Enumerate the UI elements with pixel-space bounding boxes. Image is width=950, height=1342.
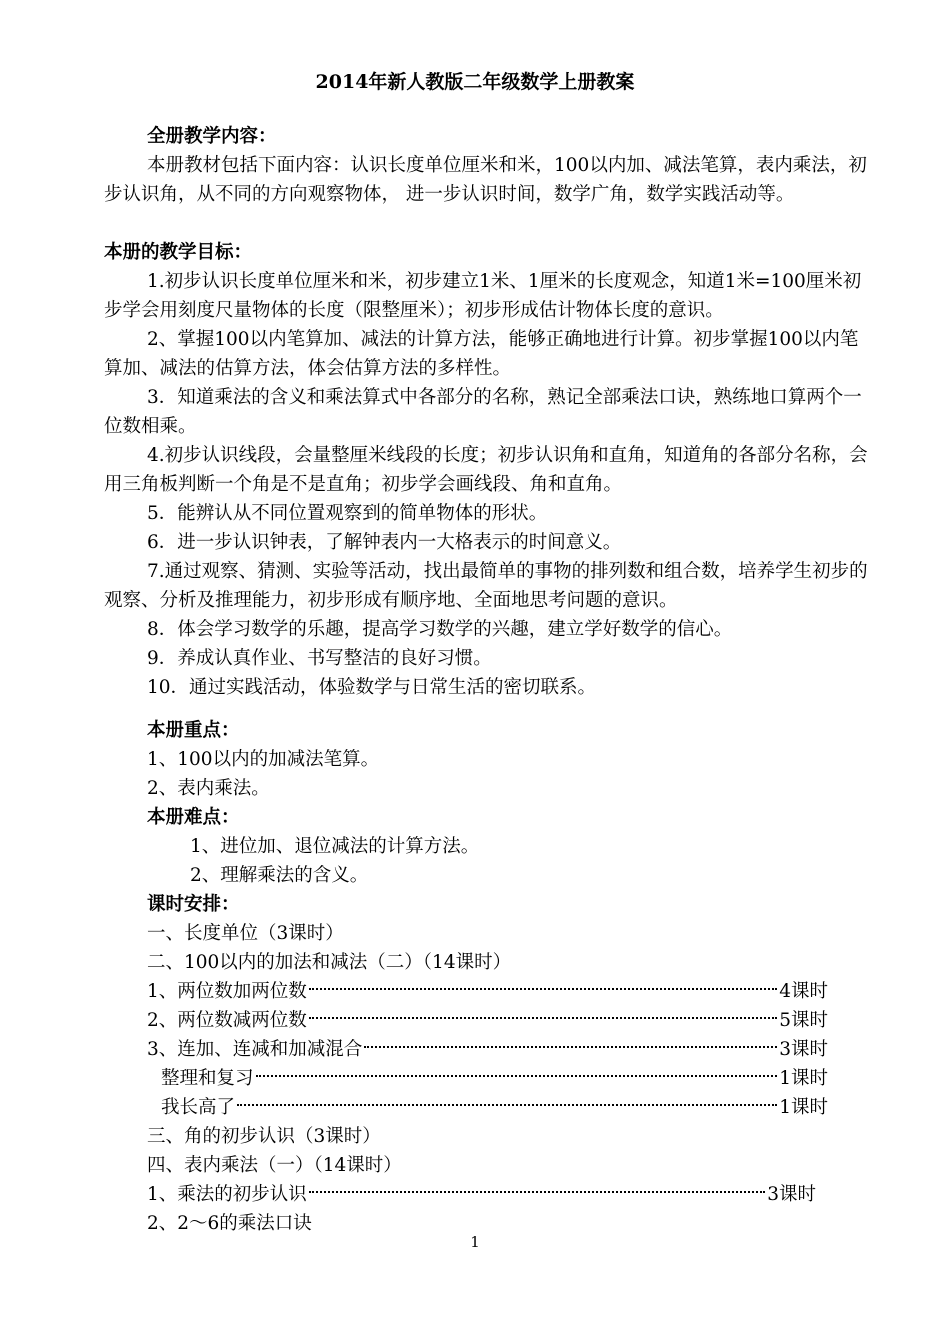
dot-leader bbox=[309, 988, 777, 990]
toc-label: 整理和复习 bbox=[161, 1068, 254, 1089]
toc-row bbox=[104, 1006, 828, 1035]
toc-label: 2、两位数减两位数 bbox=[147, 1010, 307, 1031]
document-title: 2014年新人教版二年级数学上册教案 bbox=[315, 71, 635, 93]
toc-label: 1、两位数加两位数 bbox=[147, 981, 307, 1002]
difficulties-section bbox=[104, 803, 876, 890]
goal-item: 7.通过观察、猜测、实验等活动，找出最简单的事物的排列数和组合数，培养学生初步的观察、分析及推理能力，初步形成有顺序地、全面地思考问题的意识。 bbox=[104, 561, 868, 611]
schedule-section bbox=[104, 890, 828, 1238]
dot-leader bbox=[364, 1046, 777, 1048]
goal-item: 3．知道乘法的含义和乘法算式中各部分的名称，熟记全部乘法口诀，熟练地口算两个一位数相乘。 bbox=[104, 387, 862, 437]
toc-hours: 1课时 bbox=[779, 1097, 828, 1118]
goals-heading: 本册的教学目标： bbox=[104, 242, 253, 263]
toc-row bbox=[104, 977, 828, 1006]
key-point: 2、表内乘法。 bbox=[147, 778, 270, 799]
toc-label: 我长高了 bbox=[161, 1097, 236, 1118]
key-point: 1、100以内的加减法笔算。 bbox=[147, 749, 380, 770]
goal-item: 9．养成认真作业、书写整洁的良好习惯。 bbox=[147, 648, 492, 669]
unit-4: 四、表内乘法（一）（14课时） bbox=[147, 1155, 402, 1176]
unit-2: 二、100以内的加法和减法（二）（14课时） bbox=[147, 952, 512, 973]
goal-item: 10．通过实践活动，体验数学与日常生活的密切联系。 bbox=[147, 677, 597, 698]
dot-leader bbox=[256, 1075, 778, 1077]
dot-leader bbox=[309, 1191, 765, 1193]
toc-hours: 3课时 bbox=[767, 1184, 816, 1205]
goal-item: 1.初步认识长度单位厘米和米，初步建立1米、1厘米的长度观念，知道1米=100厘米初步学会用刻度尺量物体的长度（限整厘米）；初步形成估计物体长度的意识。 bbox=[104, 271, 862, 321]
dot-leader bbox=[237, 1104, 777, 1106]
toc-label: 3、连加、连减和加减混合 bbox=[147, 1039, 363, 1060]
unit-4-item-2: 2、2～6的乘法口诀 bbox=[147, 1213, 312, 1234]
goal-item: 6．进一步认识钟表，了解钟表内一大格表示的时间意义。 bbox=[147, 532, 622, 553]
toc-row bbox=[104, 1064, 828, 1093]
unit-1: 一、长度单位（3课时） bbox=[147, 923, 344, 944]
toc-hours: 4课时 bbox=[779, 981, 828, 1002]
toc-row bbox=[104, 1180, 828, 1209]
page-number: 1 bbox=[470, 1233, 480, 1251]
dot-leader bbox=[309, 1017, 777, 1019]
toc-label: 1、乘法的初步认识 bbox=[147, 1184, 307, 1205]
goals-section bbox=[104, 238, 876, 702]
key-heading: 本册重点： bbox=[147, 720, 240, 741]
toc-hours: 5课时 bbox=[779, 1010, 828, 1031]
goal-item: 5．能辨认从不同位置观察到的简单物体的形状。 bbox=[147, 503, 548, 524]
toc-row bbox=[104, 1093, 828, 1122]
schedule-heading: 课时安排： bbox=[147, 894, 240, 915]
goal-item: 4.初步认识线段，会量整厘米线段的长度；初步认识角和直角，知道角的各部分名称，会用三角板判断一个角是不是直角；初步学会画线段、角和直角。 bbox=[104, 445, 868, 495]
difficulty-heading: 本册难点： bbox=[147, 807, 240, 828]
toc-row bbox=[104, 1035, 828, 1064]
toc-hours: 3课时 bbox=[779, 1039, 828, 1060]
unit-3: 三、角的初步认识（3课时） bbox=[147, 1126, 381, 1147]
content-section bbox=[104, 122, 876, 209]
toc-hours: 1课时 bbox=[779, 1068, 828, 1089]
difficulty-item: 1、进位加、退位减法的计算方法。 bbox=[190, 836, 480, 857]
content-text: 本册教材包括下面内容：认识长度单位厘米和米，100以内加、减法笔算，表内乘法，初步认识角，从不同的方向观察物体， 进一步认识时间，数学广角，数学实践活动等。 bbox=[104, 155, 867, 205]
content-heading: 全册教学内容： bbox=[147, 126, 277, 147]
goal-item: 2、掌握100以内笔算加、减法的计算方法，能够正确地进行计算。初步掌握100以内笔算加、减法的估算方法，体会估算方法的多样性。 bbox=[104, 329, 859, 379]
difficulty-item: 2、理解乘法的含义。 bbox=[190, 865, 369, 886]
key-points-section bbox=[104, 716, 876, 803]
goal-item: 8．体会学习数学的乐趣，提高学习数学的兴趣，建立学好数学的信心。 bbox=[147, 619, 733, 640]
